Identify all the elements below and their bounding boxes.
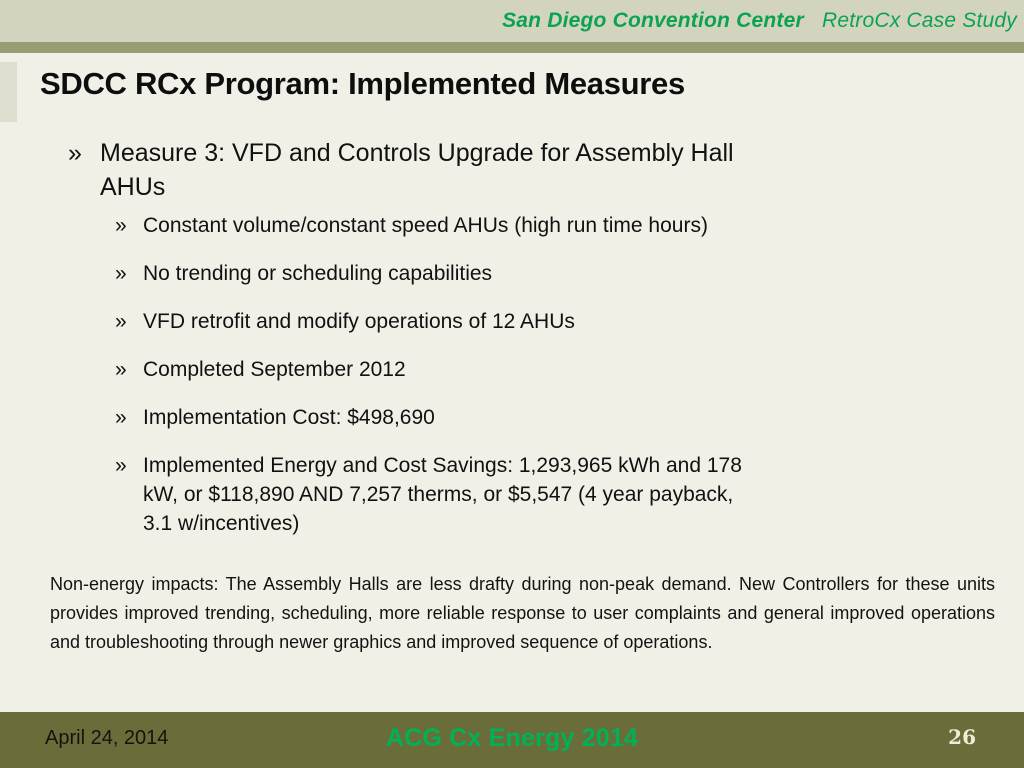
bullet-marker: »: [68, 139, 82, 167]
header-spacer: [810, 9, 816, 32]
slide-footer-band: [0, 712, 1024, 768]
bullet-marker: »: [115, 358, 127, 381]
list-item: [115, 451, 915, 538]
sub-bullet-list: [115, 211, 915, 557]
footer-conference-title: ACG Cx Energy 2014: [385, 724, 639, 752]
sub-bullet-text: Completed September 2012: [143, 358, 406, 381]
page-number: 26: [948, 725, 976, 749]
sub-bullet-text: No trending or scheduling capabilities: [143, 262, 493, 285]
bullet-marker: »: [115, 406, 127, 429]
header-text: [502, 9, 1017, 33]
list-item: [115, 307, 915, 336]
brand-title: San Diego Convention Center: [502, 9, 804, 32]
header-divider-bar: [0, 42, 1024, 53]
bullet-marker: »: [115, 454, 127, 477]
header-subtitle: RetroCx Case Study: [821, 9, 1017, 32]
non-energy-impacts-note: Non-energy impacts: The Assembly Halls are less drafty during non-peak demand. New Controllers for these units provides improved trending, scheduling, more reliable response to user complaints and general improved operations and troubleshooting through newer graphics and improved sequence of operations.: [50, 574, 995, 652]
bullet-marker: »: [115, 214, 127, 237]
left-edge-tab: [0, 62, 17, 122]
sub-bullet-text: VFD retrofit and modify operations of 12 AHUs: [143, 310, 575, 333]
slide-title: SDCC RCx Program: Implemented Measures: [40, 66, 685, 101]
bullet-marker: »: [115, 262, 127, 285]
sub-bullet-text: Implementation Cost: $498,690: [143, 406, 435, 429]
list-item: [115, 403, 915, 432]
footer-date: April 24, 2014: [45, 727, 169, 749]
list-item: [115, 259, 915, 288]
sub-bullet-text: Constant volume/constant speed AHUs (high run time hours): [143, 214, 708, 237]
measure-bullet-text: Measure 3: VFD and Controls Upgrade for Assembly Hall AHUs: [100, 139, 734, 201]
list-item: [115, 355, 915, 384]
slide-body: [0, 53, 1024, 712]
sub-bullet-text: Implemented Energy and Cost Savings: 1,293,965 kWh and 178 kW, or $118,890 AND 7,257 therms, or $5,547 (4 year payback, 3.1 w/incentives): [143, 454, 742, 535]
slide-header-band: [0, 0, 1024, 42]
measure-bullet: [68, 136, 848, 204]
bullet-marker: »: [115, 310, 127, 333]
list-item: [115, 211, 915, 240]
